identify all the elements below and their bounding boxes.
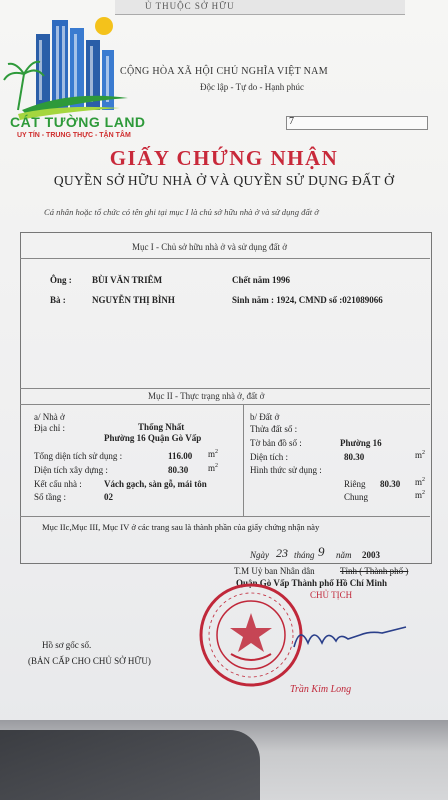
land-area-unit: $m^2$ [415, 450, 426, 460]
section3-note: Mục IIc,Mục III, Mục IV ở các trang sau là thành phần của giấy chứng nhận này [42, 522, 320, 532]
map-value: Phường 16 [340, 438, 382, 448]
owner1-name: BÙI VĂN TRIÊM [92, 275, 163, 285]
certificate-title: GIẤY CHỨNG NHẬN [109, 146, 339, 170]
top-strip-text: Ủ THUỘC SỞ HỮU [145, 1, 235, 11]
build-area-value: 80.30 [168, 465, 189, 475]
owner2-prefix: Bà : [50, 295, 66, 305]
divider [20, 388, 430, 389]
private-value: 80.30 [380, 479, 401, 489]
divider [20, 404, 430, 405]
owner2-info: Sinh năm : 1924, CMND số :021089066 [232, 295, 383, 305]
map-label: Tờ bản đồ số : [250, 438, 302, 448]
chairman-title: CHỦ TỊCH [310, 590, 353, 600]
owner1-info: Chết năm 1996 [232, 275, 290, 285]
address-label: Địa chỉ : [34, 423, 65, 433]
total-area-value: 116.00 [168, 451, 193, 461]
top-page-strip [115, 0, 405, 15]
use-form-label: Hình thức sử dụng : [250, 465, 322, 475]
build-area-label: Diện tích xây dựng : [34, 465, 108, 475]
divider [20, 258, 430, 259]
land-label: b/ Đất ở [250, 412, 280, 422]
file-label: Hồ sơ gốc số. [42, 640, 92, 650]
date-month: 9 [318, 544, 325, 559]
serial-number: 7 [289, 116, 294, 127]
date-day-label: Ngày [250, 550, 269, 560]
structure-value: Vách gạch, sàn gỗ, mái tôn [104, 479, 207, 489]
floors-value: 02 [104, 492, 113, 502]
owner1-prefix: Ông : [50, 275, 72, 285]
signature-icon [290, 617, 410, 657]
shared-label: Chung [344, 492, 369, 502]
address-line1: Thống Nhất [138, 422, 185, 432]
motto: Độc lập - Tự do - Hạnh phúc [200, 82, 304, 92]
serial-box [286, 116, 428, 130]
section2-header: Mục II - Thực trạng nhà ở, đất ở [148, 391, 265, 401]
authority-line2: Quận Gò Vấp Thành phố Hồ Chí Minh [236, 578, 387, 588]
date-year-label: năm [336, 550, 352, 560]
date-year: 2003 [362, 550, 380, 560]
structure-label: Kết cấu nhà : [34, 479, 82, 489]
plot-label: Thửa đất số : [250, 424, 298, 434]
private-unit: $m^2$ [415, 477, 426, 487]
certificate-subtitle: QUYỀN SỞ HỮU NHÀ Ở VÀ QUYỀN SỬ DỤNG ĐẤT Ở [53, 173, 395, 188]
brand-slogan: UY TÍN - TRUNG THỰC - TẬN TÂM [17, 132, 131, 139]
section1-header: Mục I - Chủ sở hữu nhà ở và sử dụng đất ở [132, 242, 288, 252]
address-line2: Phường 16 Quận Gò Vấp [104, 433, 202, 443]
column-divider [243, 404, 244, 516]
owner2-name: NGUYỄN THỊ BÌNH [92, 295, 175, 305]
republic-heading: CỘNG HÒA XÃ HỘI CHỦ NGHĨA VIỆT NAM [120, 66, 328, 77]
shared-unit: $m^2$ [415, 490, 426, 500]
total-area-unit: $m^2$ [208, 449, 219, 459]
date-month-label: tháng [294, 550, 315, 560]
land-area-label: Diện tích : [250, 452, 288, 462]
certificate-note: Cá nhân hoặc tổ chức có tên ghi tại mục I là chủ sở hữu nhà ở và sử dụng đất ở [44, 207, 319, 217]
dark-cloth [0, 730, 260, 800]
build-area-unit: $m^2$ [208, 463, 219, 473]
authority-line1: T.M Uỷ ban Nhân dân [234, 566, 315, 576]
signer-name: Trần Kim Long [290, 684, 352, 695]
authority-struck: Tỉnh ( Thành phố ) [340, 566, 409, 576]
private-label: Riêng [344, 479, 366, 489]
brand-name: CÁT TƯỜNG LAND [10, 114, 146, 130]
divider [20, 516, 430, 517]
total-area-label: Tổng diện tích sử dụng : [34, 451, 123, 461]
date-day: 23 [276, 546, 288, 560]
issued-to: (BẢN CẤP CHO CHỦ SỞ HỮU) [28, 656, 151, 666]
house-label: a/ Nhà ở [34, 412, 65, 422]
floors-label: Số tầng : [34, 492, 67, 502]
land-area-value: 80.30 [344, 452, 365, 462]
